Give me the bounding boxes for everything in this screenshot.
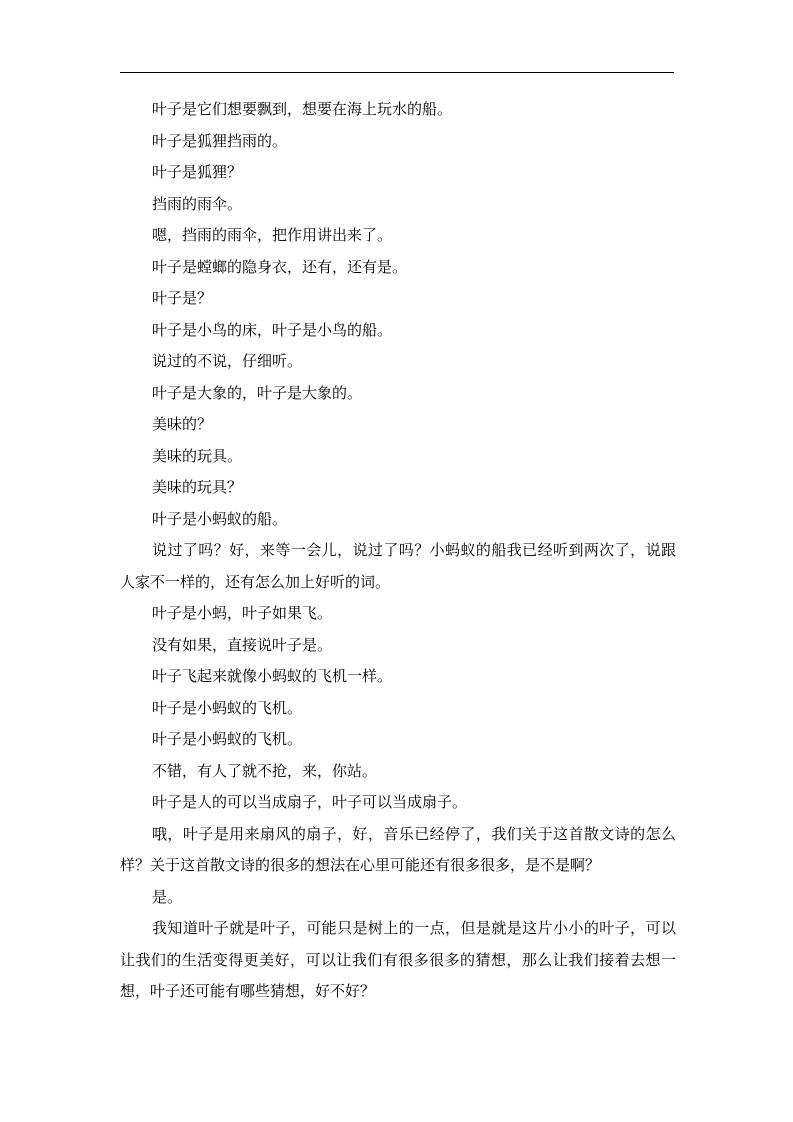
paragraph-19: 叶子是小蚂蚁的飞机。: [152, 698, 303, 717]
paragraph-9: 说过的不说，仔细听。: [152, 352, 303, 370]
paragraph-8: 叶子是小鸟的床，叶子是小鸟的船。: [152, 320, 393, 339]
paragraph-2: 叶子是狐狸挡雨的。: [152, 131, 288, 150]
paragraph-14: 叶子是小蚂蚁的船。: [152, 509, 288, 528]
paragraph-24: 是。: [152, 887, 183, 906]
paragraph-3: 叶子是狐狸？: [152, 163, 243, 181]
paragraph-21: 不错，有人了就不抢，来，你站。: [152, 761, 378, 780]
paragraph-22: 叶子是人的可以当成扇子，叶子可以当成扇子。: [152, 793, 468, 811]
paragraph-12: 美味的玩具。: [152, 446, 243, 465]
header-rule: [120, 72, 674, 73]
paragraph-20: 叶子是小蚂蚁的飞机。: [152, 730, 303, 748]
paragraph-15: 说过了吗？好，来等一会儿，说过了吗？小蚂蚁的船我已经听到两次了，说跟人家不一样的，还有怎么加上好听的词。: [120, 541, 676, 591]
paragraph-5: 嗯，挡雨的雨伞，把作用讲出来了。: [152, 226, 393, 244]
paragraph-18: 叶子飞起来就像小蚂蚁的飞机一样。: [152, 667, 393, 685]
paragraph-13: 美味的玩具？: [152, 478, 243, 496]
paragraph-6: 叶子是螳螂的隐身衣，还有，还有是。: [152, 257, 408, 276]
document-body: [120, 94, 676, 1008]
paragraph-16: 叶子是小蚂，叶子如果飞。: [152, 604, 333, 622]
paragraph-4: 挡雨的雨伞。: [152, 194, 243, 213]
paragraph-23: 哦，叶子是用来扇风的扇子，好，音乐已经停了，我们关于这首散文诗的怎么样？关于这首散文诗的很多的想法在心里可能还有很多很多，是不是啊？: [120, 824, 676, 874]
paragraph-25: 我知道叶子就是叶子，可能只是树上的一点，但是就是这片小小的叶子，可以让我们的生活变得更美好，可以让我们有很多很多的猜想，那么让我们接着去想一想，叶子还可能有哪些猜想，好不好？: [120, 919, 676, 1000]
paragraph-7: 叶子是？: [152, 289, 213, 307]
paragraph-11: 美味的？: [152, 415, 213, 433]
paragraph-17: 没有如果，直接说叶子是。: [152, 635, 333, 654]
paragraph-1: 叶子是它们想要飘到，想要在海上玩水的船。: [152, 100, 453, 118]
paragraph-10: 叶子是大象的，叶子是大象的。: [152, 383, 363, 402]
